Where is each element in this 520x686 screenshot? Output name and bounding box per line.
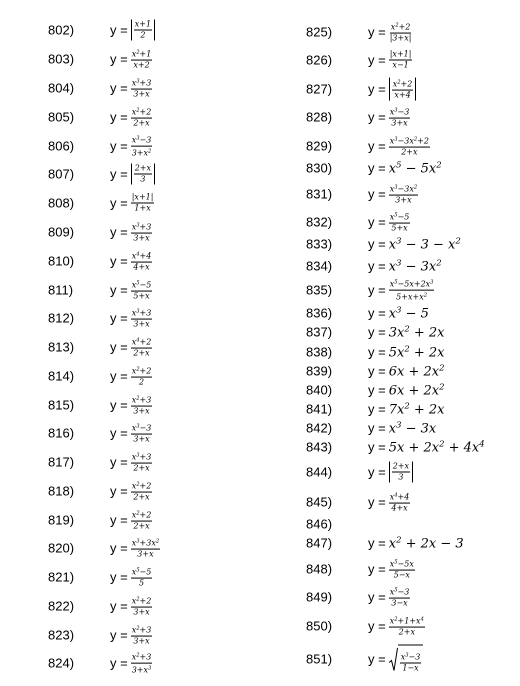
equation [368, 586, 410, 609]
problem-number: 834) [306, 258, 333, 274]
equation [368, 278, 434, 303]
equation [368, 382, 444, 399]
equation [110, 509, 152, 532]
equation [110, 20, 155, 41]
equation [110, 221, 152, 244]
equation [368, 21, 412, 44]
equation [368, 211, 410, 234]
equation [110, 250, 152, 273]
equation-lhs: y = [368, 324, 386, 340]
equation-lhs: y = [110, 310, 128, 326]
problem-number: 828) [306, 109, 333, 125]
problem-number: 818) [48, 483, 75, 499]
equation-lhs: y = [368, 258, 386, 274]
problem-number: 805) [48, 109, 75, 125]
equation [110, 422, 152, 445]
problem-number: 822) [48, 598, 75, 614]
problem-number: 832) [306, 214, 333, 230]
fraction: $\frac{x^5-5x}{5-x}$ [389, 559, 414, 580]
fraction: $\frac{|x+1|}{1+x}$ [131, 192, 154, 213]
fraction: $\frac{x^4+4}{4+x}$ [131, 251, 152, 272]
equation-lhs: y = [110, 109, 128, 125]
fraction: $\frac{|x+1|}{x-1}$ [389, 49, 412, 70]
problem-number: 806) [48, 138, 75, 154]
equation-lhs: y = [368, 382, 386, 398]
fraction: $\frac{x^3-3x^2+2}{2+x}$ [389, 136, 429, 157]
equation [110, 106, 152, 129]
equation [368, 305, 429, 322]
equation-lhs: y = [110, 598, 128, 614]
fraction: $\frac{x^2+2}{2+x}$ [131, 481, 152, 502]
equation [110, 651, 152, 676]
fraction: $\frac{x^3+3}{3+x}$ [131, 222, 152, 243]
equation-lhs: y = [368, 401, 386, 417]
equation [368, 344, 444, 361]
problem-number: 844) [306, 464, 333, 480]
expression: $6x + 2x^2$ [388, 362, 445, 380]
equation [110, 595, 152, 618]
equation [368, 106, 410, 129]
equation [110, 365, 152, 388]
equation [110, 48, 152, 71]
equation [110, 193, 154, 214]
problem-number: 838) [306, 344, 333, 360]
equation-lhs: y = [110, 339, 128, 355]
equation-lhs: y = [368, 305, 386, 321]
problem-number: 814) [48, 368, 75, 384]
square-root [389, 645, 424, 674]
equation-lhs: y = [368, 561, 386, 577]
equation [368, 401, 444, 418]
problem-number: 836) [306, 305, 333, 321]
equation-lhs: y = [110, 138, 128, 154]
problem-number: 833) [306, 236, 333, 252]
problem-number: 837) [306, 324, 333, 340]
problem-number: 803) [48, 51, 75, 67]
equation [368, 50, 412, 71]
problem-number: 826) [306, 52, 333, 68]
problem-number: 804) [48, 80, 75, 96]
equation-lhs: y = [110, 224, 128, 240]
equation-lhs: y = [368, 236, 386, 252]
equation-lhs: y = [368, 464, 386, 480]
equation-lhs: y = [368, 109, 386, 125]
equation-lhs: y = [110, 569, 128, 585]
problem-number: 845) [306, 494, 333, 510]
absolute-value [131, 20, 155, 41]
fraction: $\frac{x^2+3}{3+x^3}$ [131, 652, 152, 675]
equation-lhs: y = [110, 627, 128, 643]
equation-lhs: y = [368, 420, 386, 436]
problem-number: 840) [306, 382, 333, 398]
equation [368, 420, 436, 437]
equation [368, 439, 485, 456]
problem-number: 827) [306, 81, 333, 97]
problem-number: 824) [48, 655, 75, 671]
fraction: $x^2+2$ x+4 [392, 79, 413, 100]
fraction: $\frac{x^2+2}{2+x}$ [131, 510, 152, 531]
equation-lhs: y = [110, 425, 128, 441]
radical-sign-icon [389, 647, 398, 671]
equation-lhs: y = [368, 344, 386, 360]
problem-number: 848) [306, 561, 333, 577]
equation-lhs: y = [368, 589, 386, 605]
equation [110, 537, 160, 560]
problem-number: 802) [48, 22, 75, 38]
problem-number: 830) [306, 160, 333, 176]
fraction: $\frac{x^3-3}{3+x}$ [131, 423, 152, 444]
expression: $6x + 2x^2$ [388, 381, 445, 399]
problem-number: 811) [48, 282, 74, 298]
expression: $x^3 - 5$ [388, 304, 429, 322]
problem-number: 831) [306, 186, 333, 202]
fraction: $\frac{x^3+3}{3+x}$ [131, 308, 152, 329]
equation-lhs: y = [368, 494, 386, 510]
equation [368, 645, 423, 674]
equation-lhs: y = [368, 24, 386, 40]
equation [368, 135, 430, 158]
equation-lhs: y = [368, 186, 386, 202]
equation-lhs: y = [110, 454, 128, 470]
problem-number: 816) [48, 425, 75, 441]
problem-number: 820) [48, 540, 75, 556]
equation-lhs: y = [110, 512, 128, 528]
expression: $3x^2 + 2x$ [388, 323, 445, 341]
equation [110, 279, 152, 302]
equation-lhs: y = [110, 166, 128, 182]
problem-number: 809) [48, 224, 75, 240]
equation-lhs: y = [110, 195, 128, 211]
problem-number: 817) [48, 454, 75, 470]
fraction: $\frac{x^2+1}{x+2}$ [131, 49, 152, 70]
equation-lhs: y = [368, 651, 386, 667]
fraction: $\frac{x^2+1+x^4}{2+x}$ [389, 616, 424, 637]
problem-number: 812) [48, 310, 75, 326]
expression: $x^3 - 3x^2$ [388, 257, 442, 275]
fraction: 2+x 3 [134, 163, 152, 184]
equation-lhs: y = [110, 540, 128, 556]
equation-lhs: y = [368, 363, 386, 379]
equation-lhs: y = [368, 52, 386, 68]
equation-lhs: y = [110, 655, 128, 671]
equation [110, 336, 152, 359]
equation [368, 615, 425, 638]
equation [368, 491, 410, 514]
fraction: $\frac{x^3-3x^2}{3+x}$ [389, 184, 418, 205]
equation-lhs: y = [368, 138, 386, 154]
equation [368, 183, 418, 206]
fraction: $\frac{x^2+2}{2}$ [131, 366, 152, 387]
equation [368, 236, 461, 253]
problem-number: 849) [306, 589, 333, 605]
fraction: $\frac{x^3-3}{3+x}$ [389, 107, 410, 128]
fraction: $\frac{x^5-5}{5+x}$ [389, 212, 410, 233]
equation [368, 160, 442, 177]
equation [110, 451, 152, 474]
equation-lhs: y = [368, 535, 386, 551]
expression: $x^3 - 3x$ [388, 419, 437, 437]
expression: $x^5 - 5x^2$ [388, 159, 442, 177]
fraction: $\frac{x^5-5x+2x^3}{5+x+x^2}$ [389, 279, 434, 302]
equation [110, 624, 152, 647]
equation [368, 258, 442, 275]
equation [110, 164, 155, 185]
fraction: $\frac{x^3+3}{3+x}$ [131, 78, 152, 99]
problem-number: 825) [306, 24, 333, 40]
fraction: $\frac{x^2+3}{3+x}$ [131, 395, 152, 416]
equation [110, 307, 152, 330]
equation-lhs: y = [368, 282, 386, 298]
absolute-value [389, 78, 417, 101]
problem-number: 815) [48, 397, 75, 413]
problem-number: 821) [48, 569, 75, 585]
equation-lhs: y = [110, 368, 128, 384]
equation [368, 363, 444, 380]
equation-lhs: y = [110, 22, 128, 38]
expression: $5x^2 + 2x$ [388, 343, 445, 361]
problem-number: 810) [48, 253, 75, 269]
equation [110, 480, 152, 503]
equation-lhs: y = [110, 483, 128, 499]
equation-lhs: y = [110, 282, 128, 298]
equation-lhs: y = [368, 618, 386, 634]
fraction: $\frac{x^5-5}{5+x}$ [131, 280, 152, 301]
problem-number: 823) [48, 627, 75, 643]
fraction: x+1 2 [134, 19, 152, 40]
fraction: $\frac{x^2+2}{|3+x|}$ [389, 22, 412, 43]
equation [368, 558, 415, 581]
equation-lhs: y = [368, 214, 386, 230]
fraction: $\frac{x^3+3}{2+x}$ [131, 452, 152, 473]
fraction: $\frac{x^5-5}{5}$ [131, 567, 152, 588]
equation-lhs: y = [110, 80, 128, 96]
expression: $x^2 + 2x - 3$ [388, 534, 464, 552]
problem-number: 841) [306, 401, 333, 417]
problem-number: 842) [306, 420, 333, 436]
fraction: $\frac{x^4+4}{4+x}$ [389, 492, 410, 513]
equation [110, 566, 152, 589]
problem-number: 846) [306, 516, 333, 532]
fraction: $\frac{x^3+3x^2}{3+x}$ [131, 538, 160, 559]
fraction: $\frac{x^3-3}{3+x^2}$ [131, 135, 152, 158]
problem-number: 807) [48, 166, 75, 182]
fraction: $\frac{x^3-3}{1-x}$ [400, 652, 421, 673]
equation-lhs: y = [368, 81, 386, 97]
expression: $5x + 2x^2 + 4x^4$ [388, 438, 485, 456]
equation [368, 462, 413, 483]
problem-number: 850) [306, 618, 333, 634]
equation-lhs: y = [368, 160, 386, 176]
equation [110, 134, 152, 159]
expression: $x^3 - 3 - x^2$ [388, 235, 461, 253]
fraction: $\frac{x^2+2}{3+x}$ [131, 596, 152, 617]
fraction: $\frac{x^5-3}{3-x}$ [389, 587, 410, 608]
fraction: 2+x 3 [392, 461, 410, 482]
absolute-value [131, 164, 155, 185]
equation-lhs: y = [110, 51, 128, 67]
problem-number: 843) [306, 439, 333, 455]
fraction: $\frac{x^2+3}{3+x}$ [131, 625, 152, 646]
expression: $7x^2 + 2x$ [388, 400, 445, 418]
equation-lhs: y = [110, 397, 128, 413]
equation [110, 394, 152, 417]
equation [368, 535, 464, 552]
problem-number: 851) [306, 651, 333, 667]
equation-lhs: y = [368, 439, 386, 455]
absolute-value [389, 462, 413, 483]
equation [368, 78, 416, 101]
problem-number: 829) [306, 138, 333, 154]
equation [368, 324, 444, 341]
problem-number: 847) [306, 535, 333, 551]
problem-number: 835) [306, 282, 333, 298]
problem-number: 839) [306, 363, 333, 379]
equation [110, 77, 152, 100]
problem-number: 808) [48, 195, 75, 211]
fraction: $\frac{x^2+2}{2+x}$ [131, 107, 152, 128]
problem-number: 813) [48, 339, 75, 355]
fraction: $\frac{x^4+2}{2+x}$ [131, 337, 152, 358]
problem-number: 819) [48, 512, 75, 528]
equation-lhs: y = [110, 253, 128, 269]
